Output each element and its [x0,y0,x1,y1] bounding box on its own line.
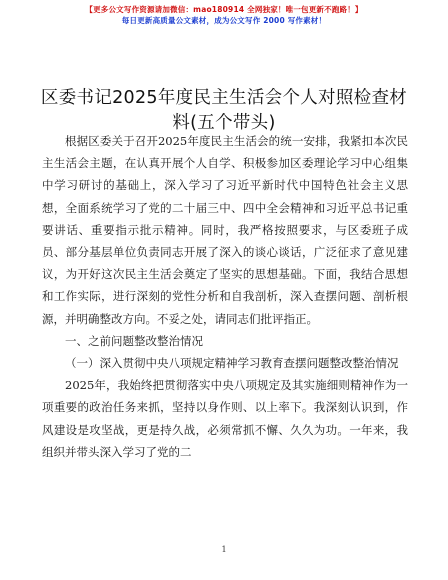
document-title: 区委书记2025年度民主生活会个人对照检查材料(五个带头) [40,88,408,133]
promo-banner-line-1: 【更多公文写作资源请加微信：mao180914 全网独家！唯一包更新不跑路！】 [85,5,363,14]
body-paragraph-2: 2025年，我始终把贯彻落实中央八项规定及其实施细则精神作为一项重要的政治任务来抓，坚持以身作则、以上率下。我深刻认识到，作风建设是攻坚战，更是持久战，必须常抓不懈、久久为功。一年来，我组织并带头深入学习了党的二 [42,378,408,459]
page-number: 1 [221,545,227,554]
promo-banner [0,4,448,26]
promo-banner-line-2: 每日更新高质量公文素材，成为公文写作 2000 写作素材！ [121,16,327,25]
intro-paragraph: 根据区委关于召开2025年度民主生活会的统一安排，我紧扣本次民主生活会主题，在认真开展个人自学、积极参加区委理论学习中心组集中学习研讨的基础上，深入学习了习近平新时代中国特色社会主义思想，全面系统学习了党的二十届三中、四中全会精神和习近平总书记重要讲话、重要指示批示精神。同时，我严格按照要求，与区委班子成员、部分基层单位负责同志开展了深入的谈心谈话，广泛征求了意见建议，为开好这次民主生活会奠定了坚实的思想基础。下面，我结合思想和工作实际，进行深刻的党性分析和自我剖析，深入查摆问题、剖析根源，并明确整改方向。不妥之处，请同志们批评指正。 [42,134,408,326]
section-heading-1: 一、之前问题整改整治情况 [65,333,203,348]
document-body [42,130,408,463]
subsection-heading-1: （一）深入贯彻中央八项规定精神学习教育查摆问题整改整治情况 [65,356,399,371]
